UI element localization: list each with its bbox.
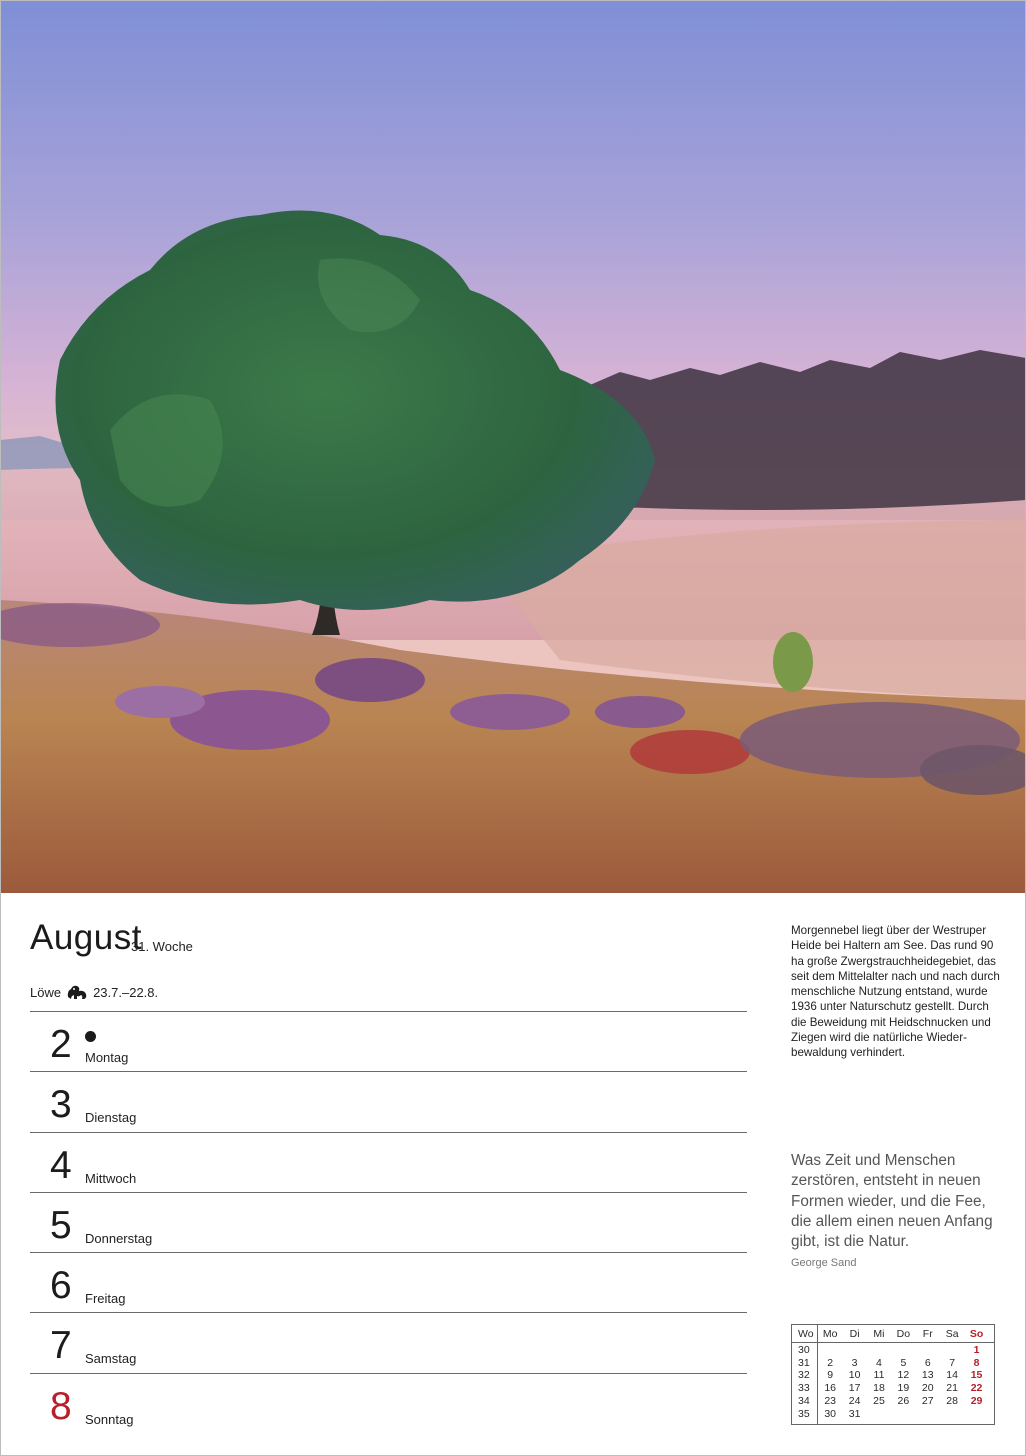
mini-calendar-day: 1 xyxy=(973,1344,980,1356)
mini-calendar-week-number: 32 xyxy=(798,1369,810,1382)
mini-calendar-header-cell: Sa xyxy=(945,1328,959,1340)
day-row[interactable] xyxy=(30,1011,747,1071)
mini-calendar-header-cell: Wo xyxy=(798,1328,814,1340)
week-number: 31. Woche xyxy=(131,939,193,954)
day-row[interactable] xyxy=(30,1192,747,1252)
mini-calendar-day: 7 xyxy=(949,1356,956,1369)
day-name: Samstag xyxy=(85,1351,137,1367)
day-row[interactable] xyxy=(30,1373,747,1433)
mini-calendar-header-cell: Di xyxy=(849,1328,860,1340)
day-name: Sonntag xyxy=(85,1411,134,1427)
mini-calendar-week-row xyxy=(792,1342,989,1357)
mini-calendar-day: 18 xyxy=(873,1382,885,1395)
mini-calendar-day: 4 xyxy=(876,1356,882,1369)
mini-calendar-day: 19 xyxy=(897,1382,910,1395)
mini-calendar-week-number: 30 xyxy=(798,1344,810,1356)
week-days xyxy=(30,1011,747,1433)
mini-calendar-day: 26 xyxy=(897,1394,910,1407)
mini-calendar-day xyxy=(916,1342,940,1357)
mini-calendar-day: 14 xyxy=(946,1369,958,1382)
zodiac-name: Löwe xyxy=(30,984,62,1000)
leo-icon xyxy=(65,983,89,1001)
mini-calendar-day: 13 xyxy=(921,1369,934,1382)
mini-calendar xyxy=(791,1324,995,1425)
mini-calendar-table xyxy=(792,1327,989,1420)
day-row[interactable] xyxy=(30,1132,747,1192)
mini-calendar-day xyxy=(916,1408,940,1421)
mini-calendar-week-row xyxy=(792,1382,989,1395)
mini-calendar-day: 10 xyxy=(848,1369,861,1382)
mini-calendar-day xyxy=(842,1342,866,1357)
day-number: 8 xyxy=(50,1384,72,1428)
mini-calendar-day: 8 xyxy=(973,1356,980,1369)
mini-calendar-day: 12 xyxy=(897,1369,910,1382)
quote-text: Was Zeit und Menschen zerstören, entsteht in neuen Formen wieder, und die Fee, die allem einen neuen Anfang gibt, ist die Natur. xyxy=(791,1152,993,1251)
mini-calendar-day: 11 xyxy=(873,1369,885,1382)
quote-author: George Sand xyxy=(791,1257,857,1269)
mini-calendar-day: 25 xyxy=(873,1394,885,1407)
day-number: 7 xyxy=(50,1324,72,1368)
mini-calendar-day: 16 xyxy=(824,1382,837,1395)
mini-calendar-week-row xyxy=(792,1369,989,1382)
mini-calendar-day: 3 xyxy=(851,1356,858,1369)
photo-caption: Morgennebel liegt über der Westruper Heide bei Haltern am See. Das rund 90 ha große Zwergstrauchheidegebiet, das seit dem Mittelalter nach und nach durch menschliche Nutzung entstand, wurde 1936 unter Naturschutz gestellt. Durch die Beweidung mit Heidschnucken und Ziegen wird die natürliche Wiederbewaldung verhindert. xyxy=(791,924,1000,1060)
mini-calendar-week-row xyxy=(792,1395,989,1408)
day-name: Montag xyxy=(85,1050,129,1065)
mini-calendar-week-row xyxy=(792,1357,989,1370)
mini-calendar-header-cell: Mi xyxy=(873,1328,885,1340)
mini-calendar-header-cell: Mo xyxy=(822,1328,838,1340)
mini-calendar-header-cell: Fr xyxy=(922,1328,933,1340)
mini-calendar-week-number: 33 xyxy=(798,1382,810,1395)
day-number: 3 xyxy=(50,1083,72,1127)
mini-calendar-day xyxy=(964,1408,988,1421)
day-name: Freitag xyxy=(85,1291,126,1307)
mini-calendar-header-cell: So xyxy=(969,1328,984,1340)
zodiac-dates: 23.7.–22.8. xyxy=(93,984,159,1000)
month-title: August xyxy=(30,918,142,957)
mini-calendar-week-number: 31 xyxy=(798,1356,810,1369)
mini-calendar-day xyxy=(867,1342,891,1357)
mini-calendar-day xyxy=(940,1342,964,1357)
day-number: 4 xyxy=(50,1143,72,1187)
mini-calendar-week-row xyxy=(792,1408,989,1421)
mini-calendar-day xyxy=(891,1342,915,1357)
day-row[interactable] xyxy=(30,1071,747,1131)
day-number: 5 xyxy=(50,1203,72,1247)
mini-calendar-day xyxy=(818,1342,842,1357)
mini-calendar-day: 29 xyxy=(970,1394,983,1407)
mini-calendar-day xyxy=(867,1408,891,1421)
mini-calendar-header xyxy=(792,1327,989,1342)
mini-calendar-header-cell: Do xyxy=(896,1328,911,1340)
mini-calendar-day: 6 xyxy=(924,1356,931,1369)
mini-calendar-day: 28 xyxy=(946,1394,958,1407)
day-number: 2 xyxy=(50,1023,72,1066)
new-moon-icon xyxy=(85,1031,96,1042)
mini-calendar-day: 9 xyxy=(827,1369,834,1382)
day-name: Dienstag xyxy=(85,1110,137,1126)
mini-calendar-day: 20 xyxy=(921,1382,934,1395)
zodiac-line xyxy=(30,983,158,1001)
day-row[interactable] xyxy=(30,1312,747,1372)
mini-calendar-day: 2 xyxy=(827,1356,834,1369)
mini-calendar-day: 15 xyxy=(970,1369,983,1382)
mini-calendar-day: 5 xyxy=(900,1356,907,1369)
mini-calendar-day: 27 xyxy=(921,1394,934,1407)
mini-calendar-day: 23 xyxy=(824,1394,837,1407)
mini-calendar-day: 30 xyxy=(824,1407,837,1420)
mini-calendar-day: 31 xyxy=(848,1407,861,1420)
mini-calendar-week-number: 35 xyxy=(798,1407,810,1420)
mini-calendar-day: 24 xyxy=(848,1394,861,1407)
day-name: Mittwoch xyxy=(85,1170,137,1186)
mini-calendar-day: 17 xyxy=(848,1382,861,1395)
mini-calendar-day: 21 xyxy=(946,1382,958,1395)
mini-calendar-day: 22 xyxy=(970,1382,983,1395)
day-name: Donnerstag xyxy=(85,1230,153,1246)
mini-calendar-week-number: 34 xyxy=(798,1394,810,1407)
day-row[interactable] xyxy=(30,1252,747,1312)
day-number: 6 xyxy=(50,1264,72,1308)
mini-calendar-day xyxy=(891,1408,915,1421)
mini-calendar-day xyxy=(940,1408,964,1421)
